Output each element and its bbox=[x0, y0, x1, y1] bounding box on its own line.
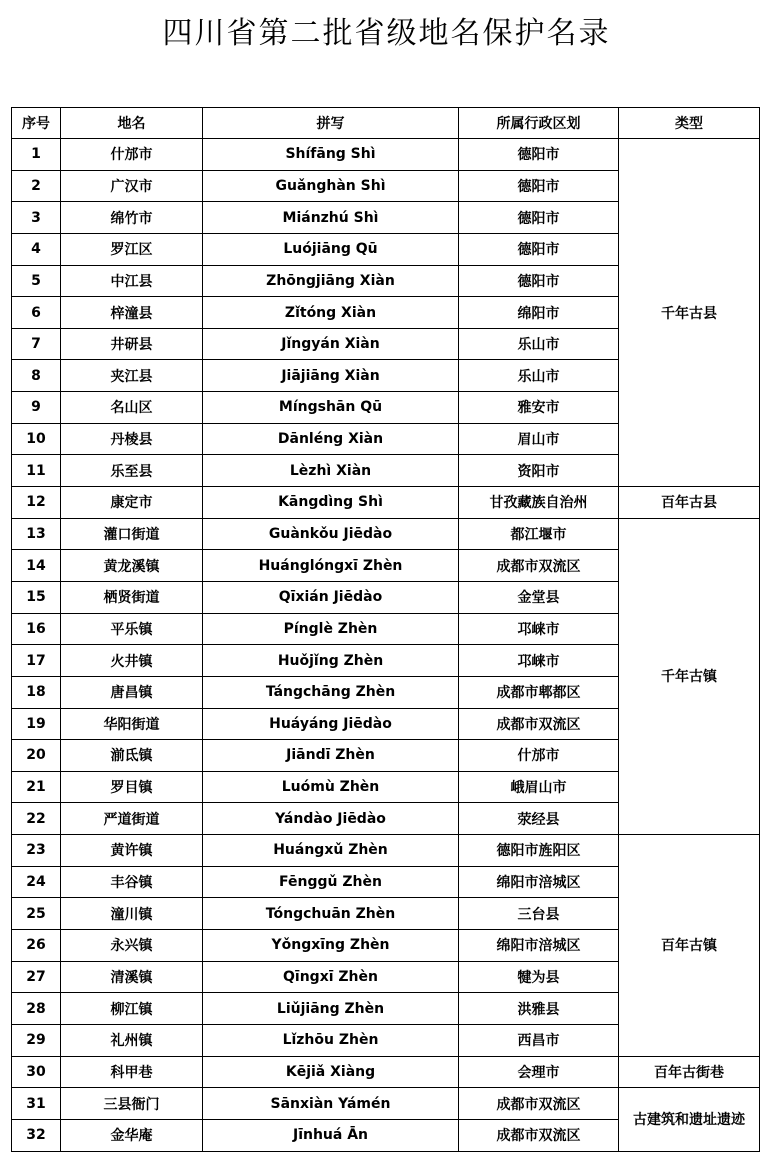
row-region: 成都市双流区 bbox=[459, 708, 619, 740]
row-index: 9 bbox=[12, 392, 61, 424]
row-place-name: 梓潼县 bbox=[61, 297, 203, 329]
row-place-name: 永兴镇 bbox=[61, 930, 203, 962]
row-index: 22 bbox=[12, 803, 61, 835]
row-index: 13 bbox=[12, 518, 61, 550]
row-place-name: 三县衙门 bbox=[61, 1088, 203, 1120]
row-place-name: 丹棱县 bbox=[61, 423, 203, 455]
row-place-name: 黄龙溪镇 bbox=[61, 550, 203, 582]
row-index: 16 bbox=[12, 613, 61, 645]
header-type: 类型 bbox=[619, 108, 760, 139]
row-place-name: 罗目镇 bbox=[61, 771, 203, 803]
row-region: 成都市郫都区 bbox=[459, 676, 619, 708]
row-index: 30 bbox=[12, 1056, 61, 1088]
row-place-name: 丰谷镇 bbox=[61, 866, 203, 898]
row-place-name: 金华庵 bbox=[61, 1119, 203, 1151]
row-pinyin: Liǔjiāng Zhèn bbox=[203, 993, 459, 1025]
row-place-name: 火井镇 bbox=[61, 645, 203, 677]
row-pinyin: Kējiǎ Xiàng bbox=[203, 1056, 459, 1088]
row-pinyin: Pínglè Zhèn bbox=[203, 613, 459, 645]
row-index: 24 bbox=[12, 866, 61, 898]
row-region: 乐山市 bbox=[459, 360, 619, 392]
row-region: 德阳市 bbox=[459, 202, 619, 234]
row-index: 26 bbox=[12, 930, 61, 962]
header-pinyin: 拼写 bbox=[203, 108, 459, 139]
row-place-name: 广汉市 bbox=[61, 170, 203, 202]
row-place-name: 华阳街道 bbox=[61, 708, 203, 740]
row-index: 32 bbox=[12, 1119, 61, 1151]
row-place-name: 名山区 bbox=[61, 392, 203, 424]
row-pinyin: Huánglóngxī Zhèn bbox=[203, 550, 459, 582]
row-region: 眉山市 bbox=[459, 423, 619, 455]
row-index: 7 bbox=[12, 328, 61, 360]
row-place-name: 绵竹市 bbox=[61, 202, 203, 234]
row-index: 21 bbox=[12, 771, 61, 803]
row-pinyin: Jiāndī Zhèn bbox=[203, 740, 459, 772]
row-index: 2 bbox=[12, 170, 61, 202]
row-index: 5 bbox=[12, 265, 61, 297]
row-region: 德阳市 bbox=[459, 233, 619, 265]
row-index: 11 bbox=[12, 455, 61, 487]
table-row bbox=[12, 487, 760, 519]
row-place-name: 唐昌镇 bbox=[61, 676, 203, 708]
row-region: 成都市双流区 bbox=[459, 550, 619, 582]
row-region: 成都市双流区 bbox=[459, 1119, 619, 1151]
row-region: 乐山市 bbox=[459, 328, 619, 360]
row-region: 邛崃市 bbox=[459, 645, 619, 677]
row-region: 三台县 bbox=[459, 898, 619, 930]
table-row bbox=[12, 835, 760, 867]
row-index: 25 bbox=[12, 898, 61, 930]
row-region: 雅安市 bbox=[459, 392, 619, 424]
row-pinyin: Luójiāng Qū bbox=[203, 233, 459, 265]
row-region: 峨眉山市 bbox=[459, 771, 619, 803]
row-index: 3 bbox=[12, 202, 61, 234]
header-region: 所属行政区划 bbox=[459, 108, 619, 139]
table-body bbox=[12, 139, 760, 1152]
row-index: 14 bbox=[12, 550, 61, 582]
row-pinyin: Jǐngyán Xiàn bbox=[203, 328, 459, 360]
row-region: 德阳市 bbox=[459, 170, 619, 202]
row-index: 10 bbox=[12, 423, 61, 455]
row-pinyin: Lǐzhōu Zhèn bbox=[203, 1024, 459, 1056]
row-pinyin: Jīnhuá Ān bbox=[203, 1119, 459, 1151]
row-index: 27 bbox=[12, 961, 61, 993]
place-name-table bbox=[11, 107, 760, 1152]
row-region: 邛崃市 bbox=[459, 613, 619, 645]
row-region: 绵阳市涪城区 bbox=[459, 930, 619, 962]
row-place-name: 平乐镇 bbox=[61, 613, 203, 645]
row-pinyin: Yǒngxīng Zhèn bbox=[203, 930, 459, 962]
row-pinyin: Qīngxī Zhèn bbox=[203, 961, 459, 993]
row-index: 20 bbox=[12, 740, 61, 772]
row-place-name: 礼州镇 bbox=[61, 1024, 203, 1056]
row-pinyin: Kāngdìng Shì bbox=[203, 487, 459, 519]
row-type-group: 百年古镇 bbox=[619, 835, 760, 1056]
row-place-name: 罗江区 bbox=[61, 233, 203, 265]
row-place-name: 康定市 bbox=[61, 487, 203, 519]
row-place-name: 科甲巷 bbox=[61, 1056, 203, 1088]
table-row bbox=[12, 139, 760, 171]
row-region: 绵阳市涪城区 bbox=[459, 866, 619, 898]
row-index: 31 bbox=[12, 1088, 61, 1120]
row-pinyin: Jiājiāng Xiàn bbox=[203, 360, 459, 392]
row-pinyin: Huǒjǐng Zhèn bbox=[203, 645, 459, 677]
row-pinyin: Fēnggǔ Zhèn bbox=[203, 866, 459, 898]
row-region: 洪雅县 bbox=[459, 993, 619, 1025]
row-pinyin: Guànkǒu Jiēdào bbox=[203, 518, 459, 550]
row-region: 都江堰市 bbox=[459, 518, 619, 550]
header-index: 序号 bbox=[12, 108, 61, 139]
row-region: 金堂县 bbox=[459, 581, 619, 613]
row-region: 会理市 bbox=[459, 1056, 619, 1088]
table-row bbox=[12, 1088, 760, 1120]
row-pinyin: Sānxiàn Yámén bbox=[203, 1088, 459, 1120]
row-region: 成都市双流区 bbox=[459, 1088, 619, 1120]
row-pinyin: Qīxián Jiēdào bbox=[203, 581, 459, 613]
row-place-name: 灌口街道 bbox=[61, 518, 203, 550]
row-pinyin: Tóngchuān Zhèn bbox=[203, 898, 459, 930]
row-index: 19 bbox=[12, 708, 61, 740]
row-index: 8 bbox=[12, 360, 61, 392]
row-index: 4 bbox=[12, 233, 61, 265]
row-place-name: 柳江镇 bbox=[61, 993, 203, 1025]
row-place-name: 清溪镇 bbox=[61, 961, 203, 993]
row-index: 17 bbox=[12, 645, 61, 677]
row-place-name: 严道街道 bbox=[61, 803, 203, 835]
row-index: 1 bbox=[12, 139, 61, 171]
row-pinyin: Zhōngjiāng Xiàn bbox=[203, 265, 459, 297]
header-name: 地名 bbox=[61, 108, 203, 139]
table-row bbox=[12, 1056, 760, 1088]
row-type-group: 百年古县 bbox=[619, 487, 760, 519]
row-index: 18 bbox=[12, 676, 61, 708]
row-region: 甘孜藏族自治州 bbox=[459, 487, 619, 519]
row-place-name: 乐至县 bbox=[61, 455, 203, 487]
row-pinyin: Yándào Jiēdào bbox=[203, 803, 459, 835]
row-index: 15 bbox=[12, 581, 61, 613]
row-pinyin: Luómù Zhèn bbox=[203, 771, 459, 803]
row-region: 德阳市 bbox=[459, 139, 619, 171]
row-region: 犍为县 bbox=[459, 961, 619, 993]
row-pinyin: Miánzhú Shì bbox=[203, 202, 459, 234]
table-header-row bbox=[12, 108, 760, 139]
row-region: 德阳市旌阳区 bbox=[459, 835, 619, 867]
row-type-group: 千年古县 bbox=[619, 139, 760, 487]
row-pinyin: Lèzhì Xiàn bbox=[203, 455, 459, 487]
row-type-group: 百年古街巷 bbox=[619, 1056, 760, 1088]
row-place-name: 黄许镇 bbox=[61, 835, 203, 867]
row-pinyin: Zǐtóng Xiàn bbox=[203, 297, 459, 329]
row-type-group: 千年古镇 bbox=[619, 518, 760, 834]
row-region: 德阳市 bbox=[459, 265, 619, 297]
row-pinyin: Huáyáng Jiēdào bbox=[203, 708, 459, 740]
row-place-name: 井研县 bbox=[61, 328, 203, 360]
row-region: 荥经县 bbox=[459, 803, 619, 835]
row-type-group: 古建筑和遗址遗迹 bbox=[619, 1088, 760, 1151]
row-place-name: 潼川镇 bbox=[61, 898, 203, 930]
row-region: 什邡市 bbox=[459, 740, 619, 772]
row-index: 23 bbox=[12, 835, 61, 867]
row-pinyin: Guǎnghàn Shì bbox=[203, 170, 459, 202]
row-place-name: 夹江县 bbox=[61, 360, 203, 392]
row-pinyin: Huángxǔ Zhèn bbox=[203, 835, 459, 867]
row-index: 29 bbox=[12, 1024, 61, 1056]
row-region: 绵阳市 bbox=[459, 297, 619, 329]
row-pinyin: Dānléng Xiàn bbox=[203, 423, 459, 455]
row-pinyin: Míngshān Qū bbox=[203, 392, 459, 424]
row-region: 资阳市 bbox=[459, 455, 619, 487]
row-pinyin: Tángchāng Zhèn bbox=[203, 676, 459, 708]
row-place-name: 栖贤街道 bbox=[61, 581, 203, 613]
row-place-name: 什邡市 bbox=[61, 139, 203, 171]
row-place-name: 湔氐镇 bbox=[61, 740, 203, 772]
document-title: 四川省第二批省级地名保护名录 bbox=[162, 16, 611, 51]
row-index: 28 bbox=[12, 993, 61, 1025]
row-index: 12 bbox=[12, 487, 61, 519]
row-index: 6 bbox=[12, 297, 61, 329]
row-pinyin: Shífāng Shì bbox=[203, 139, 459, 171]
table-row bbox=[12, 518, 760, 550]
row-region: 西昌市 bbox=[459, 1024, 619, 1056]
row-place-name: 中江县 bbox=[61, 265, 203, 297]
